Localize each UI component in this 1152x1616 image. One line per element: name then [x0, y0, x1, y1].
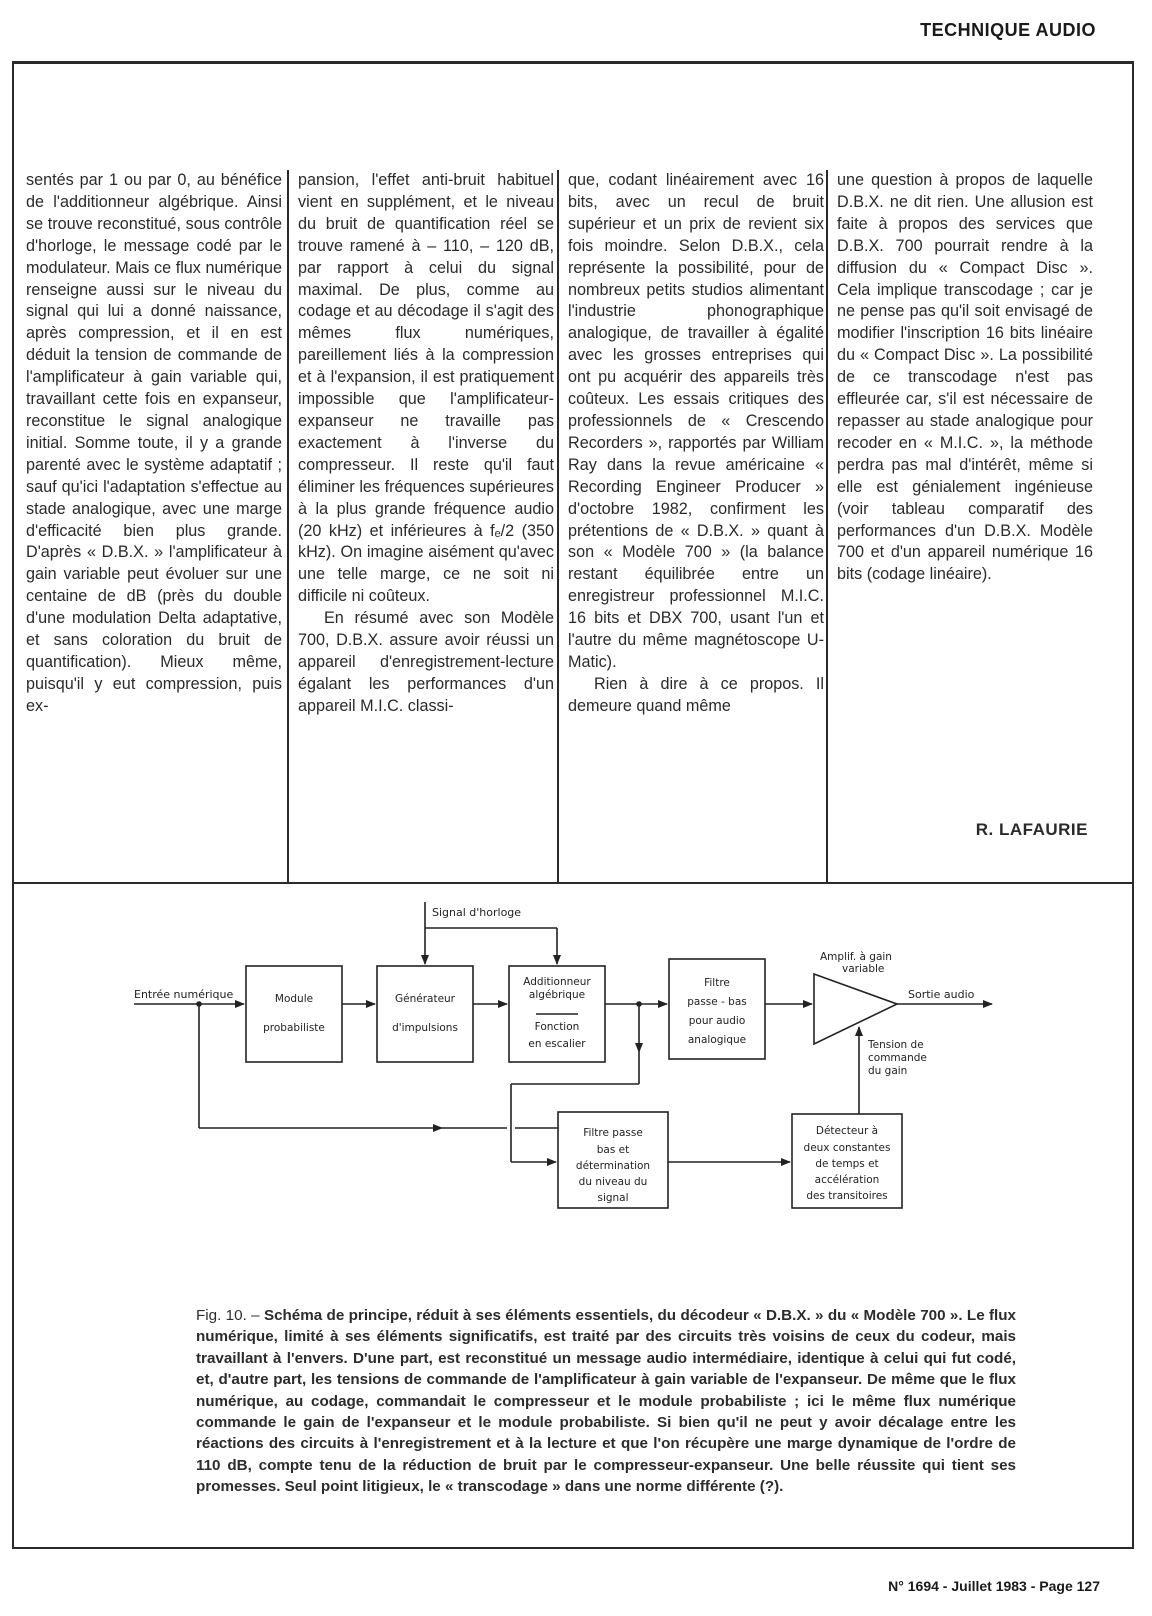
block-label: deux constantes — [803, 1142, 891, 1154]
block-label: pour audio — [688, 1015, 746, 1027]
block-label: analogique — [687, 1034, 747, 1046]
block-label: probabiliste — [263, 1022, 325, 1034]
block-label: du niveau du — [578, 1176, 648, 1188]
block-label: Détecteur à — [815, 1125, 879, 1137]
block-label: en escalier — [528, 1038, 586, 1050]
control-label: commande — [868, 1052, 927, 1064]
figure-label: Fig. 10. – — [196, 1307, 260, 1324]
column-1 — [26, 170, 282, 718]
article-columns — [12, 170, 1134, 880]
block-label: Module — [274, 993, 314, 1005]
amp-label: variable — [842, 963, 885, 975]
block-label: d'impulsions — [392, 1022, 458, 1034]
column-divider — [826, 170, 828, 882]
paragraph: que, codant linéairement avec 16 bits, avec un recul de bruit supérieur et un prix de revient six fois moindre. Selon D.B.X., cela représente la possibilité, pour de nombreux petits studios alimentant l'industrie phonographique analogique, de travailler à égalité avec les grosses entreprises qui ont pu acquérir des appareils très coûteux. Les essais critiques des professionnels de « Crescendo Recorders », rapportés par William Ray dans la revue américaine « Recording Engineer Producer » d'octobre 1982, confirment les prétentions de « D.B.X. » quant à son « Modèle 700 » (la balance restant équilibrée entre un enregistreur professionnel M.I.C. 16 bits et DBX 700, usant l'un et l'autre du même magnétoscope U-Matic). — [568, 171, 824, 671]
paragraph: Rien à dire à ce propos. Il demeure quand même — [568, 674, 824, 715]
author-signature: R. LAFAURIE — [975, 820, 1088, 839]
column-divider — [557, 170, 559, 882]
paragraph: une question à propos de laquelle D.B.X. ne dit rien. Une allusion est faite à propos des services que D.B.X. 700 pourrait rendre à la diffusion du « Compact Disc ». Cela implique transcodage ; car je ne pense pas qu'il soit envisagé de modifier l'inscription 16 bits linéaire du « Compact Disc ». La possibilité de ce transcodage n'est pas effleurée car, s'il est nécessaire de repasser au stade analogique pour recoder en « M.I.C. », la méthode perdra pas mal d'intérêt, même si elle est génialement ingénieuse (voir tableau comparatif des performances d'un D.B.X. Modèle 700 et d'un appareil numérique 16 bits (codage linéaire). — [837, 171, 1093, 584]
amp-label: Amplif. à gain — [820, 951, 892, 963]
column-4 — [837, 170, 1093, 586]
paragraph: En résumé avec son Modèle 700, D.B.X. assure avoir réussi un appareil d'enregistrement-lecture égalant les performances d'un appareil M.I.C. classi- — [298, 609, 554, 715]
figure-caption — [196, 1305, 1016, 1498]
block-label: Fonction — [534, 1021, 580, 1033]
page-footer: N° 1694 - Juillet 1983 - Page 127 — [888, 1578, 1100, 1594]
column-divider — [287, 170, 289, 882]
block-label: des transitoires — [806, 1190, 888, 1202]
paragraph: sentés par 1 ou par 0, au bénéfice de l'additionneur algébrique. Ainsi se trouve reconstitué, sous contrôle d'horloge, le message codé par le modulateur. Mais ce flux numérique renseigne aussi sur le niveau du signal qui lui a donné naissance, après compression, et il en est déduit la tension de commande de l'amplificateur à gain variable qui, travaillant cette fois en expanseur, reconstitue le signal analogique initial. Somme toute, il y a grande parenté avec le système adaptatif ; sauf qu'ici l'adaptation s'effectue au stade analogique, avec une marge d'efficacité bien plus grande. D'après « D.B.X. » l'amplificateur à gain variable peut évoluer sur une centaine de dB (près du double d'une modulation Delta adaptative, et sans coloration du bruit de quantification). Mieux même, puisqu'il y eut compression, puis ex- — [26, 171, 282, 715]
section-header: TECHNIQUE AUDIO — [920, 20, 1096, 40]
block-label: algébrique — [528, 989, 586, 1001]
block-label: Filtre passe — [583, 1127, 643, 1139]
block-label: détermination — [575, 1160, 651, 1172]
block-label: passe - bas — [687, 996, 747, 1008]
block-label: de temps et — [815, 1158, 879, 1170]
block-label: Filtre — [704, 977, 730, 989]
block-diagram — [12, 884, 1134, 1264]
output-label: Sortie audio — [908, 988, 975, 1001]
column-2 — [298, 170, 554, 718]
block-label: Générateur — [394, 993, 456, 1005]
block-label: bas et — [596, 1144, 630, 1156]
control-label: Tension de — [868, 1039, 924, 1051]
caption-text: Schéma de principe, réduit à ses éléments essentiels, du décodeur « D.B.X. » du « Modèle 700 ». Le flux numérique, limité à ses éléments significatifs, est traité par des circuits très voisins de ceux du codeur, mais travaillant à l'envers. D'une part, est reconstitué un message audio intermédiaire, identique à celui qui fut codé, et, d'autre part, les tensions de commande de l'amplificateur à gain variable de l'expanseur. De même que le flux numérique, au codage, commandait le compresseur et le module probabiliste ; ici le même flux numérique commande le gain de l'expanseur et le module probabiliste. Si bien qu'il ne peut y avoir décalage entre les réactions des circuits à l'enregistrement et à la lecture et que l'on récupère une marge dynamique de l'ordre de 110 dB, compte tenu de la réduction de bruit par le compresseur-expanseur. Une belle réussite qui tient ses promesses. Seul point litigieux, le « transcodage » dans une norme différente (?). — [196, 1307, 1016, 1496]
column-3 — [568, 170, 824, 718]
input-label: Entrée numérique — [134, 988, 234, 1001]
block-label: Additionneur — [523, 976, 591, 988]
block-label: signal — [597, 1192, 629, 1204]
block-label: accélération — [814, 1174, 880, 1186]
paragraph: pansion, l'effet anti-bruit habituel vient en supplément, et le niveau du bruit de quantification réel se trouve ramené à – 110, – 120 dB, par rapport à celui du signal maximal. De plus, comme au codage et au décodage il s'agit des mêmes flux numériques, pareillement liés à la compression et à l'expansion, il est pratiquement impossible que l'amplificateur-expanseur ne travaille pas exactement à l'inverse du compresseur. Il reste qu'il faut éliminer les fréquences supérieures à la plus grande fréquence audio (20 kHz) et inférieures à fₑ/2 (350 kHz). On imagine aisément qu'avec une telle marge, ce ne soit ni difficile ni coûteux. — [298, 171, 554, 606]
control-label: du gain — [868, 1065, 908, 1077]
clock-label: Signal d'horloge — [432, 906, 522, 919]
